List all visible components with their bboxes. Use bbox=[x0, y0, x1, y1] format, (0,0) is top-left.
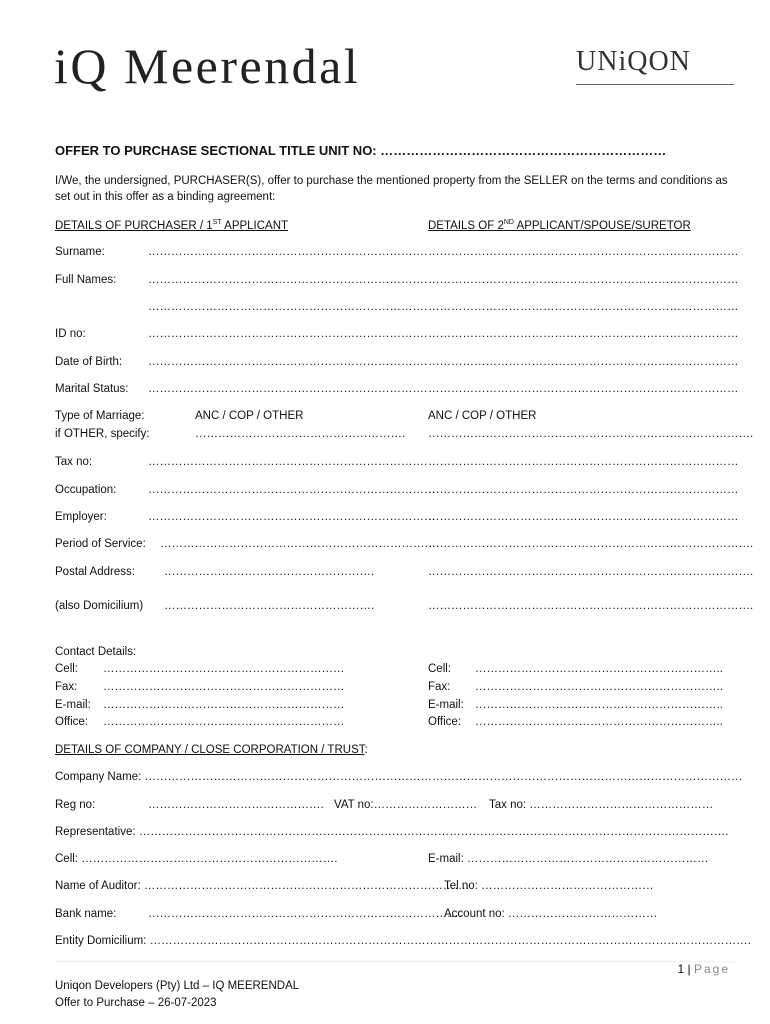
bank-name-field[interactable]: ………………………………………………………………………. bbox=[148, 908, 462, 920]
company-name-field[interactable]: Company Name: ………………………………………………………………………………………………………………………………………… bbox=[55, 771, 743, 783]
page-number bbox=[677, 962, 730, 976]
type-of-marriage-label: Type of Marriage: bbox=[55, 410, 145, 422]
fax-label-2: Fax: bbox=[428, 681, 451, 693]
marital-status-field[interactable]: ………………………………………………………………. bbox=[148, 383, 428, 395]
cell-label-2: Cell: bbox=[428, 663, 452, 675]
fax-label: Fax: bbox=[55, 681, 78, 693]
uniqon-logo: UNiQON bbox=[576, 46, 691, 77]
employer-field-2[interactable]: ……………………………………………………………………… bbox=[428, 511, 739, 523]
tax-no-label: Tax no: bbox=[55, 456, 93, 468]
marital-status-field-2[interactable]: ……………………………………………………………………… bbox=[428, 383, 739, 395]
auditor-field[interactable]: Name of Auditor: …………………………………………………………………………. bbox=[55, 880, 470, 892]
entity-domicilium-field[interactable]: Entity Domicilium: …………………………………………………………………………………………………………………………………………. bbox=[55, 935, 751, 947]
company-cell-field[interactable]: Cell: …………………………………………………………. bbox=[55, 853, 338, 865]
id-no-field[interactable]: ………………………………………………………………. bbox=[148, 328, 428, 340]
full-names-label: Full Names: bbox=[55, 274, 117, 286]
vat-no-field[interactable]: VAT no:……………………… bbox=[334, 799, 478, 811]
surname-label: Surname: bbox=[55, 246, 105, 258]
domicilium-field[interactable]: ………………………………………………. bbox=[164, 600, 375, 612]
office-label-2: Office: bbox=[428, 716, 462, 728]
contact-details-heading: Contact Details: bbox=[55, 646, 137, 658]
postal-address-label: Postal Address: bbox=[55, 566, 135, 578]
id-no-field-2[interactable]: ……………………………………………………………………… bbox=[428, 328, 739, 340]
id-no-label: ID no: bbox=[55, 328, 86, 340]
second-heading-sup: ND bbox=[503, 219, 514, 227]
tel-no-field[interactable]: Tel no: ……………………………………… bbox=[444, 880, 654, 892]
employer-field[interactable]: ………………………………………………………………… bbox=[148, 511, 436, 523]
reg-no-label: Reg no: bbox=[55, 799, 96, 811]
postal-address-field-2[interactable]: …………………………………………………………………………. bbox=[428, 566, 754, 578]
purchaser-heading-text: DETAILS OF PURCHASER / 1 bbox=[55, 220, 213, 232]
tax-no-field[interactable]: ………………………………………………………………. bbox=[148, 456, 428, 468]
surname-field-2[interactable]: ……………………………………………………………………… bbox=[428, 246, 739, 258]
marriage-options-2[interactable]: ANC / COP / OTHER bbox=[428, 410, 537, 422]
occupation-field[interactable]: ………………………………………………………………… bbox=[148, 484, 436, 496]
full-names-field-2[interactable]: ……………………………………………………………………… bbox=[428, 274, 739, 286]
page-number-value: 1 bbox=[677, 962, 685, 976]
fax-field-2[interactable]: ……………………………………………………….. bbox=[475, 681, 723, 693]
email-label-2: E-mail: bbox=[428, 699, 464, 711]
representative-field[interactable]: Representative: ………………………………………………………………………………………………………………………………………. bbox=[55, 826, 729, 838]
footer-company: Uniqon Developers (Pty) Ltd – IQ MEERENDAL bbox=[55, 980, 300, 992]
full-names-field[interactable]: ………………………………………………………………. bbox=[148, 274, 428, 286]
footer-divider bbox=[55, 961, 735, 962]
second-heading-text: DETAILS OF 2 bbox=[428, 220, 504, 232]
logo-underline bbox=[576, 84, 734, 85]
company-email-field[interactable]: E-mail: ……………………………………………………… bbox=[428, 853, 709, 865]
marital-status-label: Marital Status: bbox=[55, 383, 129, 395]
company-heading bbox=[55, 743, 368, 757]
period-of-service-label: Period of Service: bbox=[55, 538, 146, 550]
dob-field-2[interactable]: ……………………………………………………………………… bbox=[428, 356, 739, 368]
page-number-separator: | bbox=[684, 962, 694, 976]
full-names-field-line2[interactable]: ………………………………………………………………. bbox=[148, 301, 428, 313]
if-other-field-2[interactable]: …………………………………………………………………………. bbox=[428, 428, 754, 440]
second-heading-text-2: APPLICANT/SPOUSE/SURETOR bbox=[513, 220, 691, 232]
surname-field[interactable]: ………………………………………………………………. bbox=[148, 246, 428, 258]
office-field-2[interactable]: ……………………………………………………….. bbox=[475, 716, 723, 728]
bank-name-label: Bank name: bbox=[55, 908, 117, 920]
intro-paragraph: I/We, the undersigned, PURCHASER(S), offer to purchase the mentioned property from the SELLER on the terms and conditions as set out in this offer as a binding agreement: bbox=[55, 175, 728, 203]
domicilium-label: (also Domicilium) bbox=[55, 600, 144, 612]
dob-field[interactable]: ………………………………………………………………. bbox=[148, 356, 428, 368]
cell-label: Cell: bbox=[55, 663, 79, 675]
page-number-word: Page bbox=[693, 962, 730, 976]
cell-field[interactable]: ……………………………………………………… bbox=[103, 663, 345, 675]
footer-document-date: Offer to Purchase – 26-07-2023 bbox=[55, 997, 217, 1009]
offer-title: OFFER TO PURCHASE SECTIONAL TITLE UNIT NO: ………………………………………………………… bbox=[55, 143, 667, 158]
brand-title: iQ Meerendal bbox=[54, 38, 361, 94]
full-names-field-2-line2[interactable]: ……………………………………………………………………… bbox=[428, 301, 739, 313]
marriage-options[interactable]: ANC / COP / OTHER bbox=[195, 410, 304, 422]
dob-label: Date of Birth: bbox=[55, 356, 123, 368]
period-of-service-field-2[interactable]: …………………………………………………………………………. bbox=[428, 538, 754, 550]
employer-label: Employer: bbox=[55, 511, 107, 523]
second-applicant-heading bbox=[428, 219, 691, 233]
office-label: Office: bbox=[55, 716, 89, 728]
purchaser-heading bbox=[55, 219, 288, 233]
account-no-field[interactable]: Account no: ………………………………… bbox=[444, 908, 658, 920]
cell-field-2[interactable]: ……………………………………………………….. bbox=[475, 663, 723, 675]
occupation-label: Occupation: bbox=[55, 484, 117, 496]
purchaser-heading-sup: ST bbox=[212, 219, 222, 227]
email-label: E-mail: bbox=[55, 699, 91, 711]
tax-no-field-2[interactable]: ……………………………………………………………………… bbox=[428, 456, 739, 468]
purchaser-heading-text-2: APPLICANT bbox=[221, 220, 289, 232]
reg-no-field[interactable]: ………………………………………. bbox=[148, 799, 324, 811]
company-tax-no-field[interactable]: Tax no: ………………………………………… bbox=[489, 799, 714, 811]
postal-address-field[interactable]: ………………………………………………. bbox=[164, 566, 375, 578]
office-field[interactable]: ……………………………………………………… bbox=[103, 716, 345, 728]
domicilium-field-2[interactable]: …………………………………………………………………………. bbox=[428, 600, 754, 612]
if-other-field[interactable]: ………………………………………………. bbox=[195, 428, 406, 440]
period-of-service-field[interactable]: ………………………………………………………………. bbox=[160, 538, 440, 550]
company-heading-colon: : bbox=[364, 744, 368, 756]
occupation-field-2[interactable]: ……………………………………………………………………… bbox=[428, 484, 739, 496]
email-field-2[interactable]: ……………………………………………………….. bbox=[475, 699, 723, 711]
email-field[interactable]: ……………………………………………………… bbox=[103, 699, 345, 711]
company-heading-text: DETAILS OF COMPANY / CLOSE CORPORATION / TRUST bbox=[55, 744, 365, 756]
fax-field[interactable]: ……………………………………………………… bbox=[103, 681, 345, 693]
if-other-label: if OTHER, specify: bbox=[55, 428, 150, 440]
